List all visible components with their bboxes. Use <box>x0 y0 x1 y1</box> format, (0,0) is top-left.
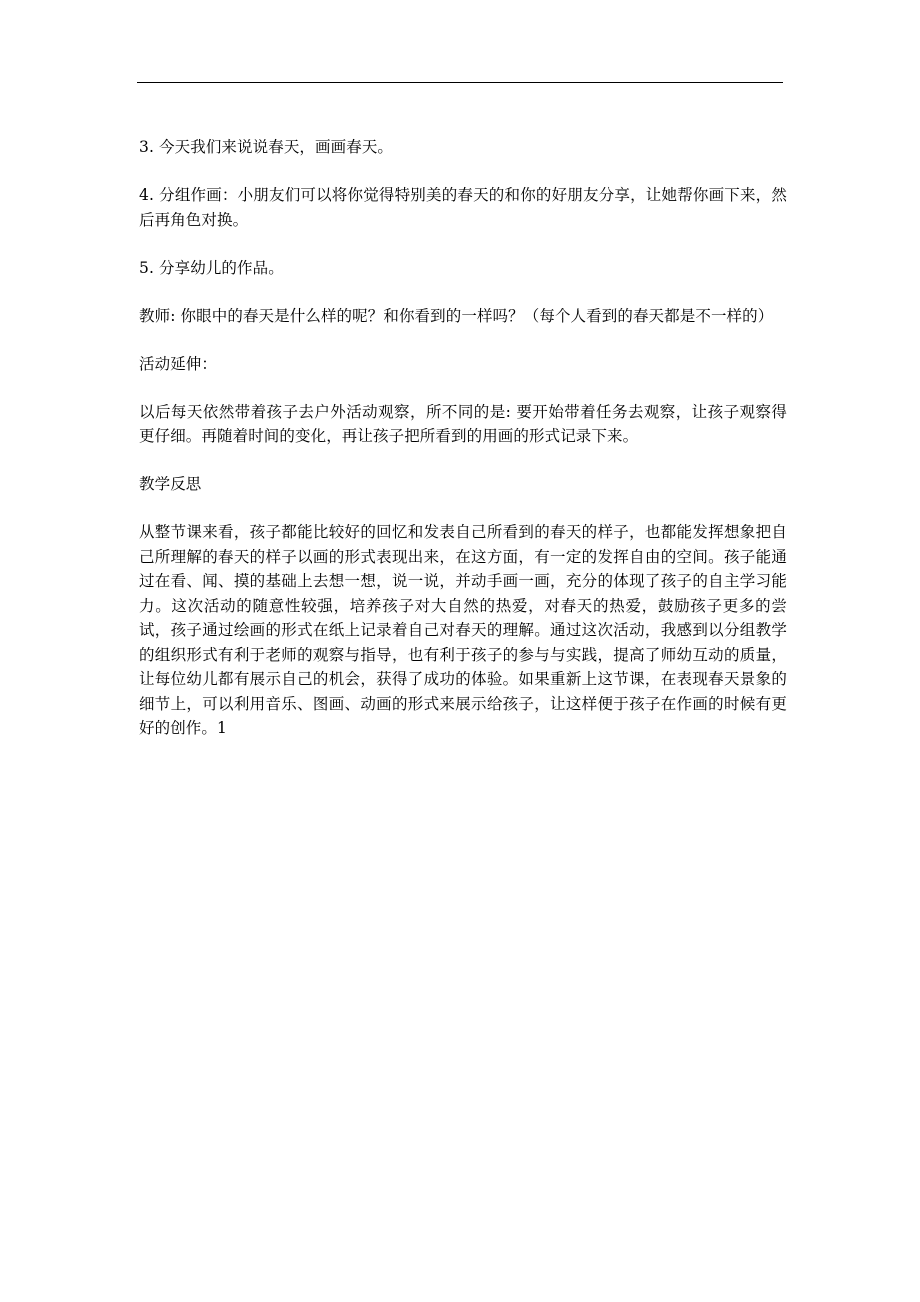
step-5-paragraph: 5. 分享幼儿的作品。 <box>139 258 284 277</box>
reflection-paragraph: 从整节课来看，孩子都能比较好的回忆和发表自己所看到的春天的样子，也都能发挥想象把自己所理解的春天的样子以画的形式表现出来，在这方面，有一定的发挥自由的空间。孩子能通过在看、闻、摸的基础上去想一想，说一说，并动手画一画，充分的体现了孩子的自主学习能力。这次活动的随意性较强，培养孩子对大自然的热爱，对春天的热爱，鼓励孩子更多的尝试，孩子通过绘画的形式在纸上记录着自己对春天的理解。通过这次活动，我感到以分组教学的组织形式有利于老师的观察与指导，也有利于孩子的参与与实践，提高了师幼互动的质量，让每位幼儿都有展示自己的机会，获得了成功的体验。如果重新上这节课，在表现春天景象的细节上，可以利用音乐、图画、动画的形式来展示给孩子，让这样便于孩子在作画的时候有更好的创作。1 <box>139 523 787 737</box>
teacher-question-paragraph: 教师: 你眼中的春天是什么样的呢？和你看到的一样吗？（每个人看到的春天都是不一样的） <box>139 306 774 325</box>
activity-extension-heading: 活动延伸： <box>139 354 218 373</box>
step-3-paragraph: 3. 今天我们来说说春天，画画春天。 <box>139 138 394 156</box>
activity-extension-paragraph: 以后每天依然带着孩子去户外活动观察，所不同的是: 要开始带着任务去观察，让孩子观察得更仔细。再随着时间的变化，再让孩子把所看到的用画的形式记录下来。 <box>139 402 787 445</box>
document-body <box>139 135 787 764</box>
header-rule <box>137 82 783 83</box>
step-4-paragraph: 4. 分组作画：小朋友们可以将你觉得特别美的春天的和你的好朋友分享，让她帮你画下来，然后再角色对换。 <box>139 186 787 229</box>
reflection-heading: 教学反思 <box>139 475 202 493</box>
